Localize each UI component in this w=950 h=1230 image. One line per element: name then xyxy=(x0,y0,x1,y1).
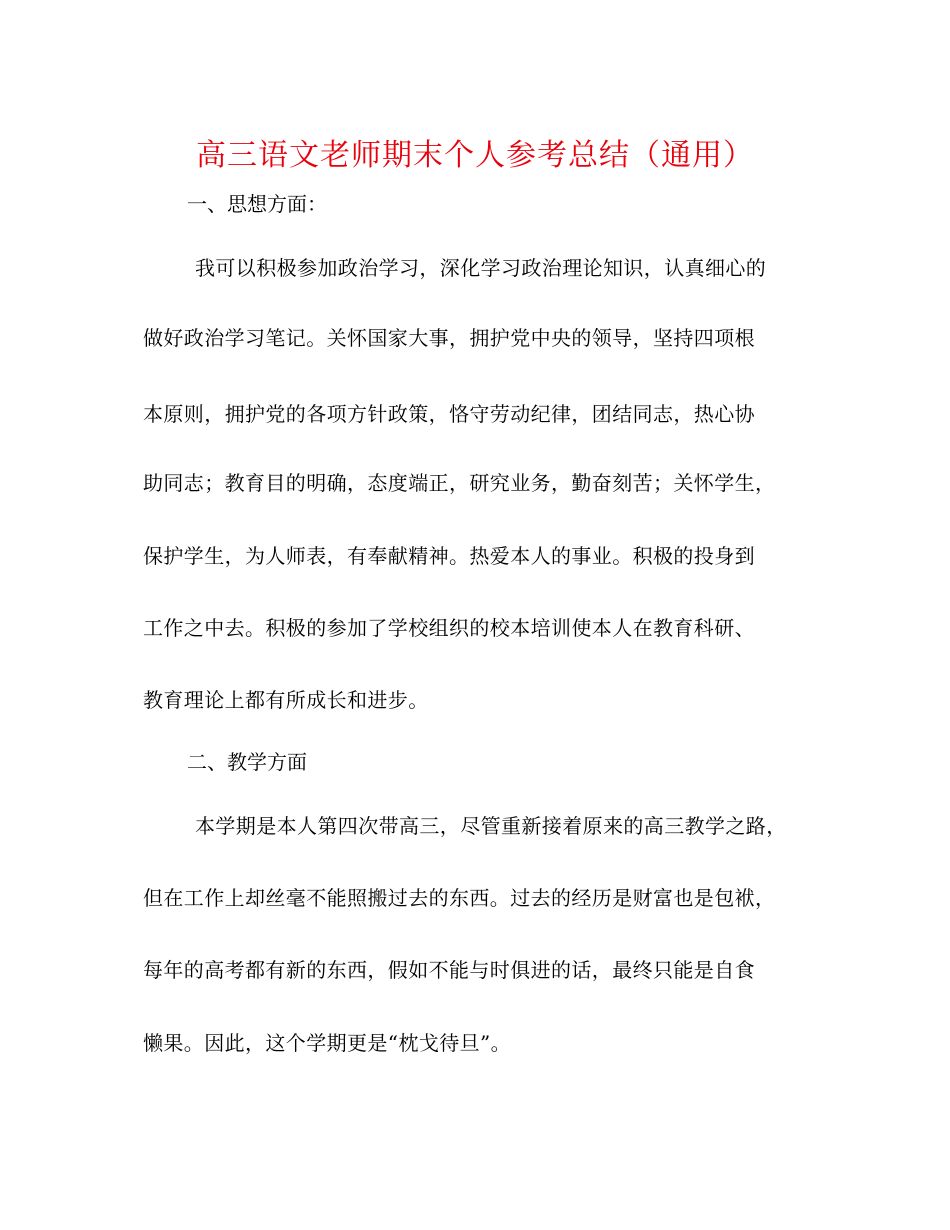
paragraph-line: 保护学生，为人师表，有奉献精神。热爱本人的事业。积极的投身到 xyxy=(143,544,755,568)
paragraph-line: 教育理论上都有所成长和进步。 xyxy=(143,688,429,712)
paragraph-line: 做好政治学习笔记。关怀国家大事，拥护党中央的领导，坚持四项根 xyxy=(143,326,755,350)
section-heading-thought: 一、思想方面： xyxy=(187,192,327,216)
paragraph-line: 我可以积极参加政治学习，深化学习政治理论知识，认真细心的 xyxy=(195,256,767,280)
paragraph-line: 每年的高考都有新的东西，假如不能与时俱进的话，最终只能是自食 xyxy=(143,958,755,982)
paragraph-line: 本原则，拥护党的各项方针政策，恪守劳动纪律，团结同志，热心协 xyxy=(143,402,755,426)
section-heading-teaching: 二、教学方面 xyxy=(187,750,307,774)
paragraph-line: 但在工作上却丝毫不能照搬过去的东西。过去的经历是财富也是包袱， xyxy=(143,886,776,910)
paragraph-line: 工作之中去。积极的参加了学校组织的校本培训使本人在教育科研、 xyxy=(143,616,755,640)
paragraph-line: 懒果。因此，这个学期更是“枕戈待旦”。 xyxy=(143,1031,512,1055)
paragraph-line: 助同志；教育目的明确，态度端正，研究业务，勤奋刻苦；关怀学生， xyxy=(143,471,776,495)
document-title: 高三语文老师期末个人参考总结（通用） xyxy=(196,138,754,173)
paragraph-line: 本学期是本人第四次带高三，尽管重新接着原来的高三教学之路， xyxy=(195,814,787,838)
